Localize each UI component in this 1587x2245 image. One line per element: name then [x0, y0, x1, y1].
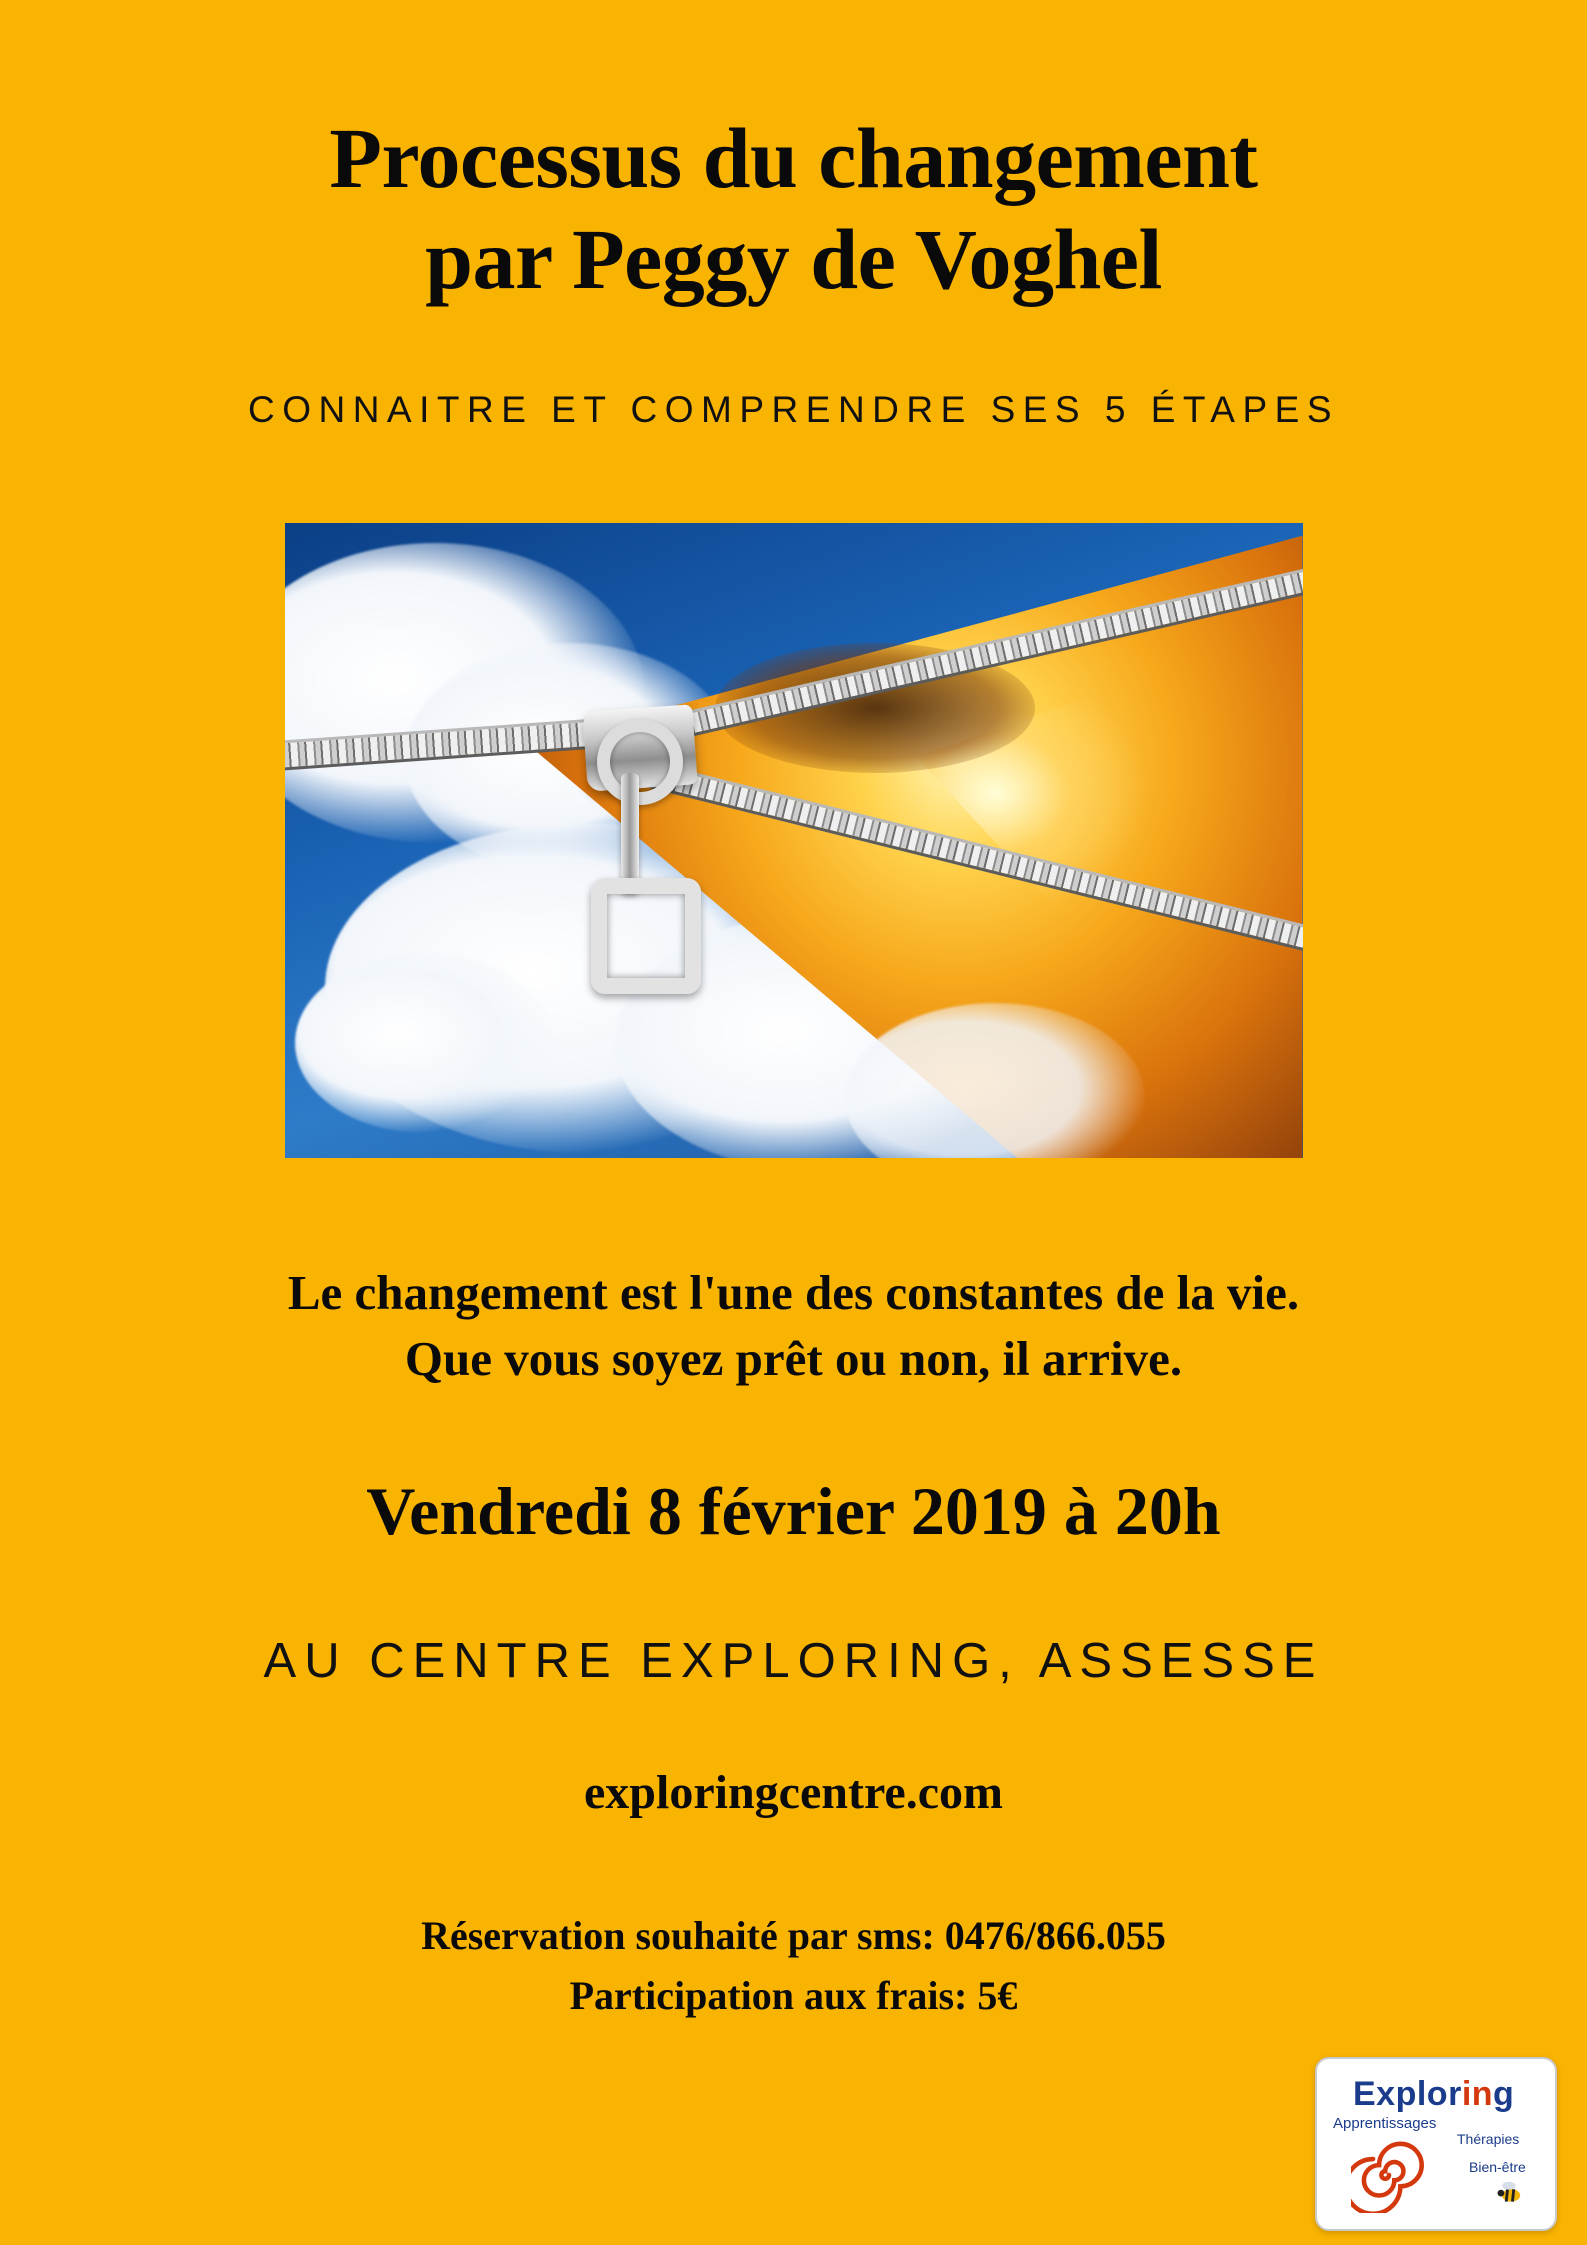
zipper-slider-ring: [597, 719, 683, 805]
reservation-text: Réservation souhaité par sms: 0476/866.055: [421, 1913, 1166, 1959]
zipper-pull-tab: [591, 878, 701, 994]
poster-subtitle: CONNAITRE ET COMPRENDRE SES 5 ÉTAPES: [247, 388, 1339, 430]
footer-block: [0, 1906, 1587, 2026]
spiral-icon: [1351, 2137, 1427, 2213]
quote-line-1: Le changement est l'une des constantes de la vie.: [287, 1264, 1300, 1320]
participation-text: Participation aux frais: 5€: [569, 1973, 1018, 2019]
exploring-logo: [1315, 2057, 1557, 2231]
logo-wordmark: [1353, 2075, 1514, 2114]
title-block: [0, 108, 1587, 311]
logo-tagline-bienetre: Bien-être: [1469, 2159, 1526, 2175]
logo-tagline-apprentissages: Apprentissages: [1333, 2115, 1437, 2132]
quote-line-2: Que vous soyez prêt ou non, il arrive.: [404, 1331, 1183, 1387]
event-venue: AU CENTRE EXPLORING, ASSESSE: [263, 1634, 1324, 1689]
event-date: Vendredi 8 février 2019 à 20h: [366, 1473, 1221, 1550]
quote-block: [288, 1260, 1299, 1392]
page-title-line-2: par Peggy de Voghel: [425, 211, 1162, 308]
logo-name-prefix: Explor: [1353, 2075, 1462, 2113]
zipper-pull-stem: [621, 773, 639, 893]
logo-name-suffix: g: [1493, 2075, 1515, 2113]
page-title-line-1: Processus du changement: [329, 110, 1258, 206]
bee-icon: [1493, 2179, 1527, 2205]
logo-name-highlight: in: [1461, 2075, 1494, 2113]
hero-image: [285, 523, 1303, 1158]
logo-tagline-therapies: Thérapies: [1457, 2131, 1520, 2147]
website-link[interactable]: exploringcentre.com: [584, 1766, 1003, 1820]
cloud-shape: [295, 953, 555, 1133]
